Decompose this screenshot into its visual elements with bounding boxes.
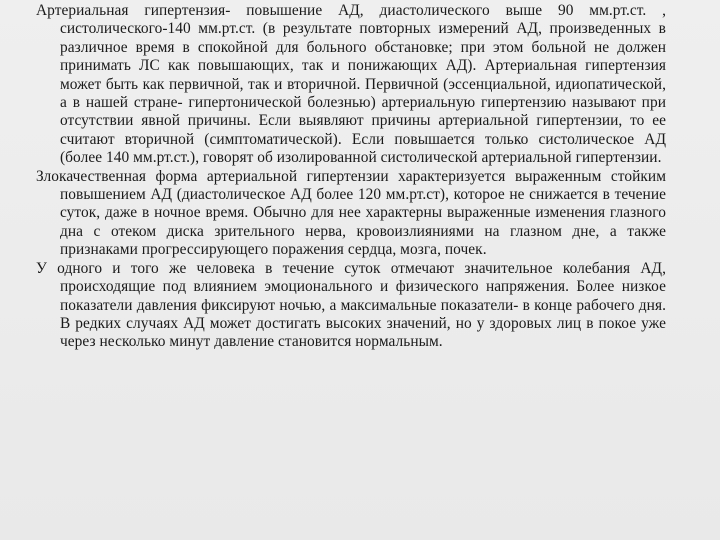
text-block (36, 2, 666, 352)
paragraph-daily-fluctuations: У одного и того же человека в течение суток отмечают значительное колебания АД, происходящие под влиянием эмоционального и физического напряжения. Более низкое показатели давления фиксируют ночью, а максимальные показатели- в конце рабочего дня. В редких случаях АД может достигать высоких значений, но у здоровых лиц в покое уже через несколько минут давление становится нормальным. (36, 259, 666, 351)
paragraph-malignant-form: Злокачественная форма артериальной гипертензии характеризуется выраженным стойким повышением АД (диастолическое АД более 120 мм.рт.ст), которое не снижается в течение суток, даже в ночное время. Обычно для нее характерны выраженные изменения глазного дна с отеком диска зрительного нерва, кровоизлияниями на глазном дне, а также признаками прогрессирующего поражения сердца, мозга, почек. (36, 167, 666, 259)
paragraph-arterial-hypertension: Артериальная гипертензия- повышение АД, диастолического выше 90 мм.рт.ст. , систолического-140 мм.рт.ст. (в результате повторных измерений АД, произведенных в различное время в спокойной для больного обстановке; при этом больной не должен принимать ЛС как повышающих, так и понижающих АД). Артериальная гипертензия может быть как первичной, так и вторичной. Первичной (эссенциальной, идиопатической, а в нашей стране- гипертонической болезнью) артериальную гипертензию называют при отсутствии явной причины. Если выявляют причины артериальной гипертензии, то ее считают вторичной (симптоматической). Если повышается только систолическое АД (более 140 мм.рт.ст.), говорят об изолированной систолической артериальной гипертензии. (36, 2, 666, 167)
